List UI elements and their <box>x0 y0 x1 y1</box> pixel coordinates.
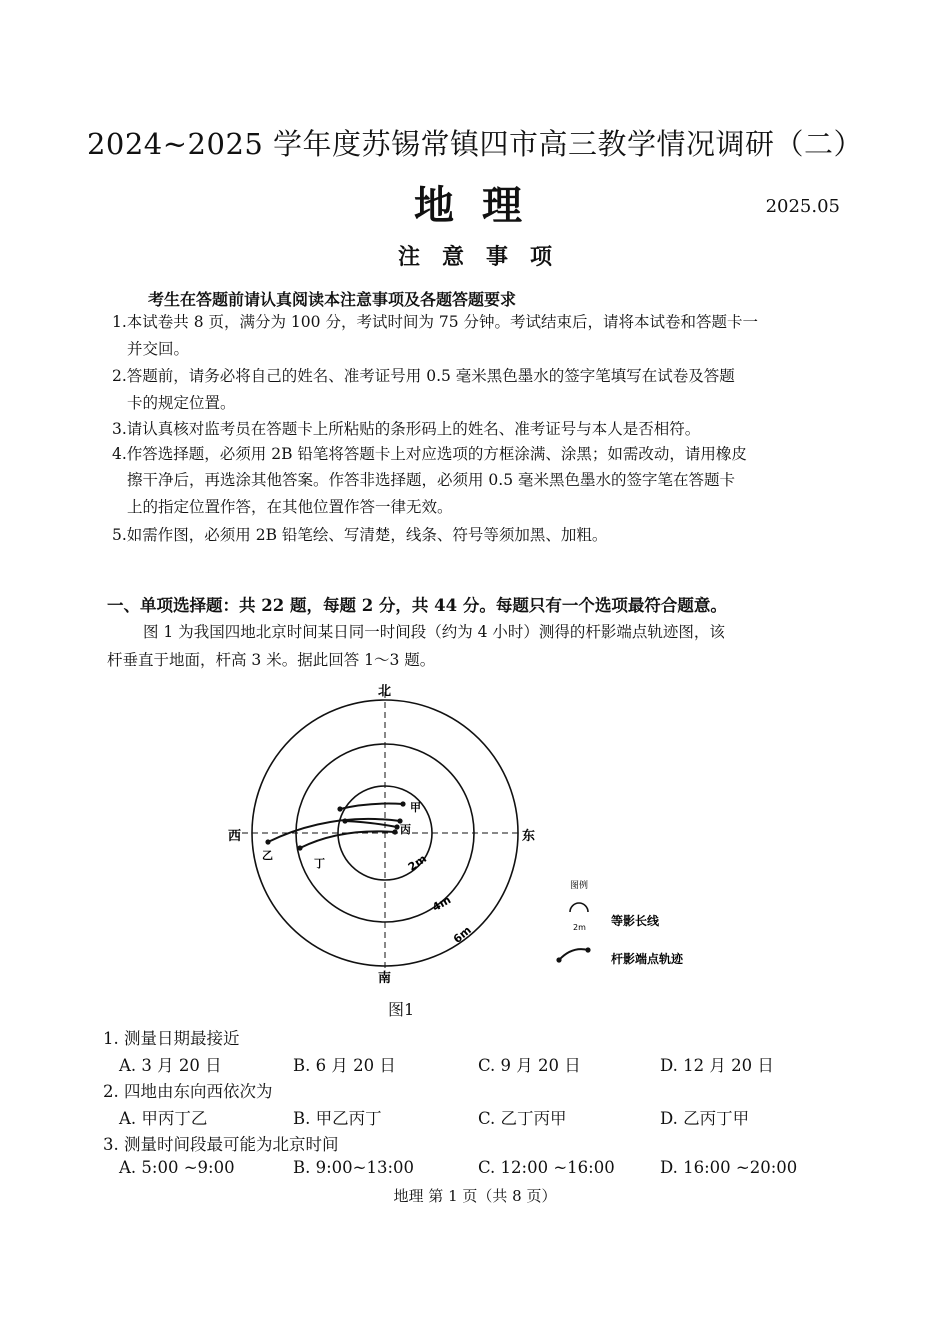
track-bing-end <box>394 824 399 829</box>
track-label-bing: 丙 <box>400 823 411 836</box>
option-d[interactable]: D. 16:00 ~20:00 <box>660 1158 798 1177</box>
notice-item: 并交回。 <box>127 340 190 358</box>
track-ding <box>300 831 395 848</box>
south-label: 南 <box>378 971 392 986</box>
option-a[interactable]: A. 5:00 ~9:00 <box>119 1158 235 1177</box>
track-ding-end <box>392 829 397 834</box>
option-b[interactable]: B. 9:00~13:00 <box>293 1158 415 1177</box>
track-label-yi: 乙 <box>262 849 273 862</box>
question-stem: 2. 四地由东向西依次为 <box>103 1082 273 1101</box>
notice-item: 1.本试卷共 8 页，满分为 100 分，考试时间为 75 分钟。考试结束后，请将本试卷和答题卡一 <box>112 313 759 331</box>
contour-label-4m: 4m <box>430 893 454 915</box>
option-c[interactable]: C. 12:00 ~16:00 <box>478 1158 615 1177</box>
section-heading: 一、单项选择题：共 22 题，每题 2 分，共 44 分。每题只有一个选项最符合题意。 <box>107 596 727 615</box>
legend-contour-symbol <box>570 903 588 912</box>
exam-date: 2025.05 <box>765 196 840 217</box>
page-footer: 地理 第 1 页（共 8 页） <box>393 1187 557 1205</box>
option-d[interactable]: D. 12 月 20 日 <box>660 1056 774 1075</box>
option-c[interactable]: C. 乙丁丙甲 <box>478 1109 567 1128</box>
track-ding-start <box>297 845 302 850</box>
track-jia-start <box>337 806 342 811</box>
option-c[interactable]: C. 9 月 20 日 <box>478 1056 581 1075</box>
legend-contour-label: 等影长线 <box>611 914 660 928</box>
option-a[interactable]: A. 3 月 20 日 <box>119 1056 222 1075</box>
notice-heading: 注意事项 <box>397 244 574 270</box>
option-b[interactable]: B. 甲乙丙丁 <box>293 1109 382 1128</box>
question-stem: 1. 测量日期最接近 <box>103 1029 240 1048</box>
track-jia-end <box>400 801 405 806</box>
track-yi-start <box>265 839 270 844</box>
legend-track-start <box>556 957 561 962</box>
option-a[interactable]: A. 甲丙丁乙 <box>119 1109 208 1128</box>
notice-item: 擦干净后，再选涂其他答案。作答非选择题，必须用 0.5 毫米黑色墨水的签字笔在答题卡 <box>127 471 736 489</box>
legend-track-symbol <box>559 949 588 960</box>
notice-intro: 考生在答题前请认真阅读本注意事项及各题答题要求 <box>148 290 517 309</box>
north-label: 北 <box>378 684 392 699</box>
notice-item: 2.答题前，请务必将自己的姓名、准考证号用 0.5 毫米黑色墨水的签字笔填写在试卷及答题 <box>112 367 735 385</box>
figure-caption: 图1 <box>388 1000 415 1019</box>
track-jia <box>340 804 403 809</box>
shadow-track-figure <box>220 680 720 990</box>
intro-line: 图 1 为我国四地北京时间某日同一时间段（约为 4 小时）测得的杆影端点轨迹图，该 <box>143 623 725 641</box>
west-label: 西 <box>228 829 242 844</box>
contour-label-2m: 2m <box>405 852 429 874</box>
option-d[interactable]: D. 乙丙丁甲 <box>660 1109 750 1128</box>
east-label: 东 <box>522 829 536 844</box>
legend-track-end <box>585 947 590 952</box>
contour-label-6m: 6m <box>450 923 474 946</box>
intro-line: 杆垂直于地面，杆高 3 米。据此回答 1～3 题。 <box>107 651 436 669</box>
question-stem: 3. 测量时间段最可能为北京时间 <box>103 1135 339 1154</box>
track-bing <box>345 821 397 827</box>
notice-item: 上的指定位置作答，在其他位置作答一律无效。 <box>127 498 453 516</box>
notice-item: 4.作答选择题，必须用 2B 铅笔将答题卡上对应选项的方框涂满、涂黑；如需改动，请用橡皮 <box>112 445 747 463</box>
exam-title: 2024~2025 学年度苏锡常镇四市高三教学情况调研（二） <box>86 127 864 161</box>
notice-item: 3.请认真核对监考员在答题卡上所粘贴的条形码上的姓名、准考证号与本人是否相符。 <box>112 420 701 438</box>
option-b[interactable]: B. 6 月 20 日 <box>293 1056 396 1075</box>
legend-track-label: 杆影端点轨迹 <box>611 952 684 966</box>
notice-item: 卡的规定位置。 <box>127 394 236 412</box>
track-label-ding: 丁 <box>314 857 325 870</box>
legend-contour-sample: 2m <box>573 923 586 932</box>
legend-title: 图例 <box>570 881 589 891</box>
notice-item: 5.如需作图，必须用 2B 铅笔绘、写清楚，线条、符号等须加黑、加粗。 <box>112 526 608 544</box>
track-label-jia: 甲 <box>410 801 421 814</box>
subject-title: 地理 <box>414 182 550 229</box>
